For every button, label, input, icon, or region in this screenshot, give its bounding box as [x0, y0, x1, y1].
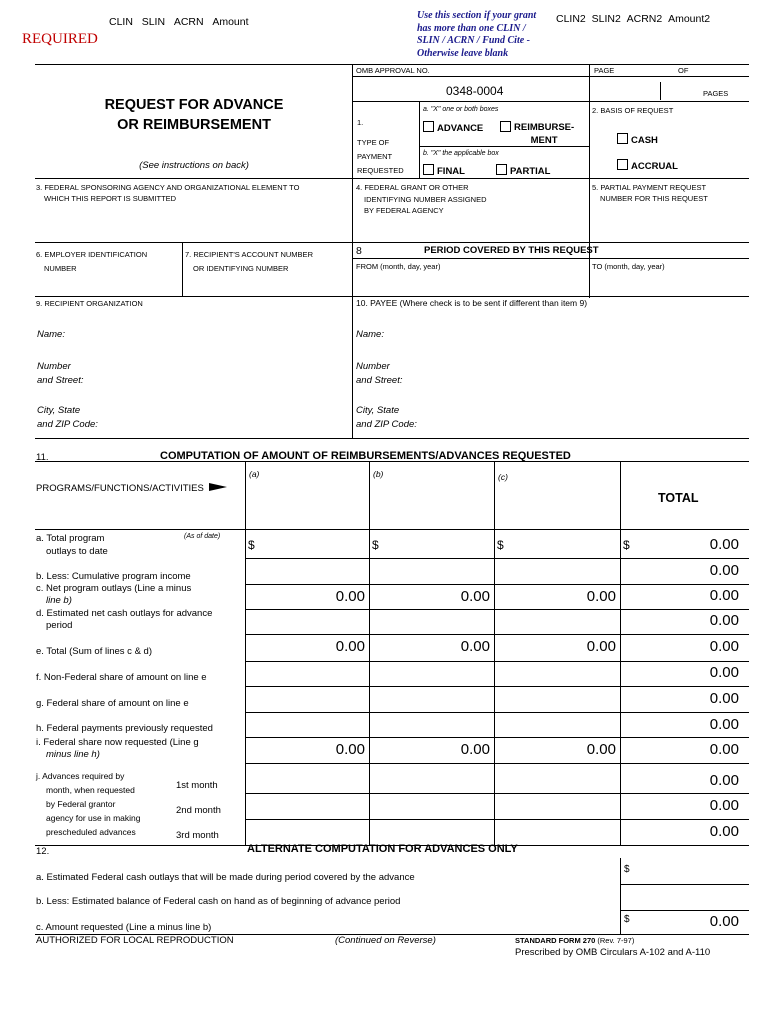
row-e-value-b[interactable]: 0.00	[460, 638, 490, 655]
month-3-label: 3rd month	[176, 830, 219, 841]
clin-labels: CLIN SLIN ACRN Amount	[109, 16, 249, 28]
row-c-value-c[interactable]: 0.00	[586, 588, 616, 605]
authorized-reproduction: AUTHORIZED FOR LOCAL REPRODUCTION	[36, 935, 234, 946]
row-c-total[interactable]: 0.00	[709, 587, 739, 604]
as-of-date-label: (As of date)	[184, 533, 221, 540]
row-a-dollar-c: $	[497, 538, 504, 552]
item10-label: 10. PAYEE (Where check is to be sent if different than item 9)	[356, 298, 588, 308]
row-j3-total[interactable]: 0.00	[709, 823, 739, 840]
x-applicable: b. "X" the applicable box	[423, 150, 499, 157]
to-date-label: TO (month, day, year)	[592, 262, 665, 271]
required-label: REQUIRED	[22, 31, 98, 47]
month-1-label: 1st month	[176, 780, 218, 791]
item1-number: 1.	[357, 118, 364, 127]
continued-on-reverse: (Continued on Reverse)	[335, 935, 436, 946]
prescribed-by: Prescribed by OMB Circulars A-102 and A-110	[515, 947, 711, 958]
basis-of-request-label: 2. BASIS OF REQUEST	[592, 106, 674, 115]
alt-row-c-total[interactable]: 0.00	[709, 913, 739, 930]
cash-checkbox[interactable]: CASH	[617, 133, 658, 146]
section11-title: COMPUTATION OF AMOUNT OF REIMBURSEMENTS/ADVANCES REQUESTED	[160, 450, 571, 462]
programs-label: PROGRAMS/FUNCTIONS/ACTIVITIES	[36, 482, 227, 494]
accrual-checkbox[interactable]: ACCRUAL	[617, 159, 678, 172]
x-one-or-both: a. "X" one or both boxes	[423, 106, 499, 113]
row-g-label: g. Federal share of amount on line e	[36, 698, 189, 709]
column-b-header: (b)	[373, 469, 384, 479]
item5-label: 5. PARTIAL PAYMENT REQUEST NUMBER FOR THIS REQUEST	[592, 183, 708, 203]
row-e-value-c[interactable]: 0.00	[586, 638, 616, 655]
item7-label: 7. RECIPIENT'S ACCOUNT NUMBER OR IDENTIFYING NUMBER	[185, 250, 313, 273]
row-j2-total[interactable]: 0.00	[709, 797, 739, 814]
row-j-label: j. Advances required by month, when requested by Federal grantor agency for use in making prescheduled advances	[36, 771, 141, 837]
row-a-label: a. Total program outlays to date	[36, 533, 108, 557]
pages-label: PAGES	[703, 89, 729, 98]
clin2-labels: CLIN2 SLIN2 ACRN2 Amount2	[556, 13, 711, 25]
section12-title: ALTERNATE COMPUTATION FOR ADVANCES ONLY	[247, 843, 518, 855]
of-label: OF	[678, 66, 689, 75]
row-e-total[interactable]: 0.00	[709, 638, 739, 655]
omb-approval-label: OMB APPROVAL NO.	[356, 66, 430, 75]
type-of-payment-label: TYPE OF PAYMENT REQUESTED	[357, 138, 404, 175]
row-i-total[interactable]: 0.00	[709, 741, 739, 758]
row-b-total[interactable]: 0.00	[709, 562, 739, 579]
alt-row-b-label: b. Less: Estimated balance of Federal cash on hand as of beginning of advance period	[36, 896, 401, 907]
alt-row-c-dollar: $	[624, 914, 630, 925]
row-d-label: d. Estimated net cash outlays for advance period	[36, 608, 213, 631]
omb-number: 0348-0004	[446, 84, 504, 98]
section12-number: 12.	[36, 846, 50, 857]
row-i-label: i. Federal share now requested (Line g minus line h)	[36, 737, 199, 760]
month-2-label: 2nd month	[176, 805, 221, 816]
multi-clin-note: Use this section if your grant has more than one CLIN / SLIN / ACRN / Fund Cite - Otherwise leave blank	[417, 10, 537, 59]
row-h-total[interactable]: 0.00	[709, 716, 739, 733]
payee-street-label: Number and Street:	[356, 361, 403, 386]
partial-checkbox[interactable]: PARTIAL	[496, 164, 550, 177]
advance-checkbox[interactable]: ADVANCE	[423, 121, 483, 134]
period-covered-title: PERIOD COVERED BY THIS REQUEST	[424, 245, 599, 256]
row-a-dollar-b: $	[372, 538, 379, 552]
section11-number: 11.	[36, 452, 49, 463]
row-c-label: c. Net program outlays (Line a minus line b)	[36, 583, 192, 606]
item3-label: 3. FEDERAL SPONSORING AGENCY AND ORGANIZATIONAL ELEMENT TO WHICH THIS REPORT IS SUBMITTED	[36, 183, 300, 203]
row-b-label: b. Less: Cumulative program income	[36, 571, 191, 582]
row-a-dollar-total: $	[623, 538, 630, 552]
alt-row-c-label: c. Amount requested (Line a minus line b)	[36, 922, 212, 933]
recipient-name-label: Name:	[37, 329, 65, 340]
row-a-total[interactable]: 0.00	[709, 536, 739, 553]
row-f-label: f. Non-Federal share of amount on line e	[36, 672, 207, 683]
arrow-right-icon	[209, 482, 227, 492]
item4-label: 4. FEDERAL GRANT OR OTHER IDENTIFYING NUMBER ASSIGNED BY FEDERAL AGENCY	[356, 183, 487, 215]
column-a-header: (a)	[249, 469, 260, 479]
payee-name-label: Name:	[356, 329, 384, 340]
row-j1-total[interactable]: 0.00	[709, 772, 739, 789]
row-i-value-c[interactable]: 0.00	[586, 741, 616, 758]
recipient-street-label: Number and Street:	[37, 361, 84, 386]
form-title: REQUEST FOR ADVANCE OR REIMBURSEMENT	[104, 97, 284, 133]
row-i-value-b[interactable]: 0.00	[460, 741, 490, 758]
row-i-value-a[interactable]: 0.00	[335, 741, 365, 758]
reimbursement-checkbox[interactable]: REIMBURSE- MENT	[500, 121, 574, 147]
row-e-value-a[interactable]: 0.00	[335, 638, 365, 655]
row-g-total[interactable]: 0.00	[709, 690, 739, 707]
payee-city-label: City, State and ZIP Code:	[356, 405, 417, 430]
row-d-total[interactable]: 0.00	[709, 612, 739, 629]
page-label: PAGE	[594, 66, 615, 75]
alt-row-a-label: a. Estimated Federal cash outlays that will be made during period covered by the advance	[36, 872, 415, 883]
item9-label: 9. RECIPIENT ORGANIZATION	[36, 299, 143, 308]
recipient-city-label: City, State and ZIP Code:	[37, 405, 98, 430]
instructions-note: (See instructions on back)	[139, 160, 249, 171]
final-checkbox[interactable]: FINAL	[423, 164, 465, 177]
row-f-total[interactable]: 0.00	[709, 664, 739, 681]
column-c-header: (c)	[498, 472, 508, 482]
from-date-label: FROM (month, day, year)	[356, 262, 441, 271]
row-c-value-a[interactable]: 0.00	[335, 588, 365, 605]
standard-form-number: STANDARD FORM 270 (Rev. 7-97)	[515, 936, 635, 945]
row-h-label: h. Federal payments previously requested	[36, 723, 213, 734]
row-e-label: e. Total (Sum of lines c & d)	[36, 646, 152, 657]
row-c-value-b[interactable]: 0.00	[460, 588, 490, 605]
alt-row-a-dollar: $	[624, 864, 630, 875]
item6-label: 6. EMPLOYER IDENTIFICATION NUMBER	[36, 250, 148, 273]
row-a-dollar-a: $	[248, 538, 255, 552]
total-column-header: TOTAL	[658, 491, 699, 505]
item8-number: 8	[356, 245, 362, 257]
